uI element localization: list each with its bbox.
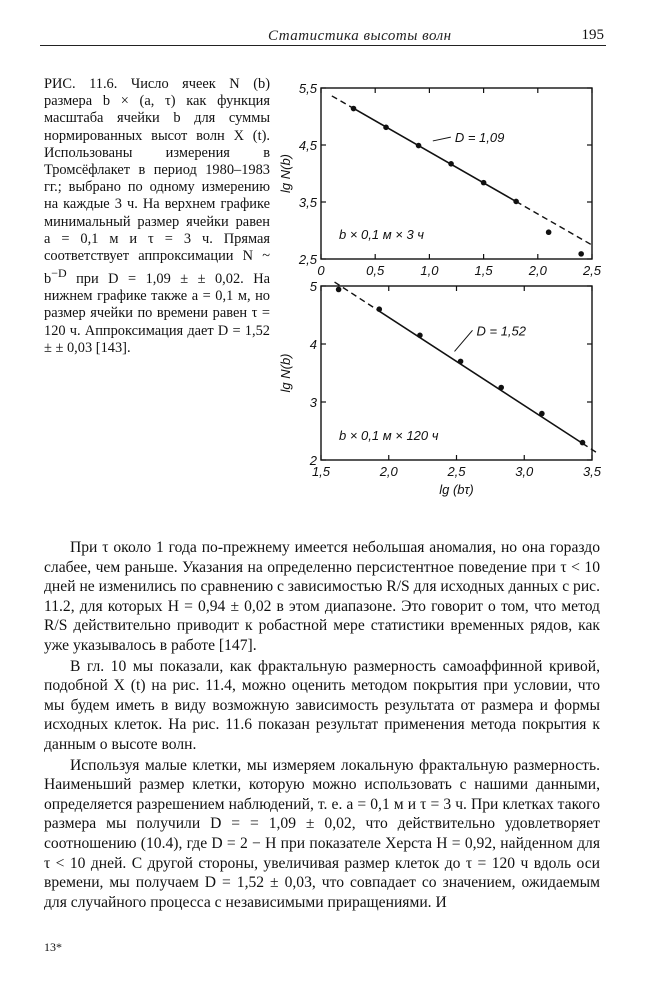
panel-2-y-tick-label: 5	[309, 279, 317, 294]
panel-2-y-axis-label: lg N(b)	[278, 353, 293, 393]
panel-1-x-tick-label: 0	[317, 263, 325, 278]
figure-svg	[280, 76, 610, 500]
panel-2-data-point	[498, 385, 504, 391]
panel-2-x-tick-label: 2,5	[447, 464, 466, 479]
panel-2-y-tick-label: 3	[309, 395, 317, 410]
figure-11-6	[280, 76, 610, 500]
panel-2-annotation: D = 1,52	[476, 323, 527, 339]
panel-1-y-tick-label: 5,5	[298, 81, 317, 96]
panel-1-annotation: D = 1,09	[454, 130, 505, 146]
panel-2-data-point	[376, 306, 382, 312]
panel-1-x-tick-label: 2,5	[582, 263, 602, 278]
caption-exponent: −D	[51, 266, 67, 281]
paragraph-2: В гл. 10 мы показали, как фрактальную размерность самоаффинной кривой, подобной X (t) на рис. 11.4, можно оценить методом покрытия при условии, что мы будем иметь в виду возможную зависимость результата от размера и формы исходных клеток. На рис. 11.6 показан результат применения метода покрытия к данным о высоте волн.	[44, 657, 600, 753]
panel-1-fit-line	[354, 108, 517, 201]
panel-2-x-tick-label: 3,0	[515, 464, 534, 479]
panel-2-x-axis-label: lg (bτ)	[439, 482, 474, 497]
panel-2-fit-line-dashed	[583, 443, 599, 454]
panel-1-data-point	[578, 251, 584, 257]
panel-1-data-point	[546, 229, 552, 235]
panel-2-x-tick-label: 1,5	[311, 464, 331, 479]
page-number: 195	[581, 27, 604, 43]
running-header-title: Статистика высоты волн	[268, 28, 452, 44]
signature-mark: 13*	[44, 940, 62, 954]
caption-text	[44, 76, 270, 357]
caption-part-1: РИС. 11.6. Число ячеек N (b) размера b × (a, τ) как функция масштаба ячейки b для суммы нормированных высот волн X (t). Использованы измерения в Тромсёфлакет в период 1980–1983 гг.; выбрано по одному измерению на каждые 3 ч. На верхнем графике минимальный размер ячейки равен a = 0,1 м и τ = 3 ч. Прямая соответствует аппроксимации N ~ b	[44, 76, 270, 288]
panel-1-fit-line-dashed	[516, 202, 592, 245]
body-text	[44, 538, 600, 912]
panel-1-x-tick-label: 0,5	[366, 263, 385, 278]
panel-2-data-point	[417, 333, 423, 339]
panel-1-y-axis-label: lg N(b)	[278, 153, 293, 194]
panel-1-x-tick-label: 2,0	[528, 263, 547, 278]
panel-1-data-point	[351, 106, 357, 112]
panel-1-x-tick-label: 1,5	[474, 263, 493, 278]
panel-1-y-tick-label: 4,5	[298, 138, 317, 153]
paragraph-3: Используя малые клетки, мы измеряем локальную фрактальную размерность. Наименьший размер клетки, которую можно использовать с нашими данными, определяется разрешением наблюдений, т. е. a = 0,1 м и τ = 3 ч. При клетках такого размера мы получили D = = 1,09 ± 0,02, что действительно удовлетворяет соотношению (10.4), где D = 2 − H при показателе Херста H = 0,92, найденном для τ < 10 дней. С другой стороны, увеличивая размер клеток до τ = 120 ч вдоль оси времени, мы получаем D = 1,52 ± 0,03, что совпадает со значением, ожидаемым для случайного процесса с независимыми приращениями. И	[44, 756, 600, 911]
panel-1-data-point	[383, 125, 389, 131]
panel-2-data-point	[336, 287, 342, 293]
panel-1-data-point	[448, 161, 454, 167]
paragraph-1: При τ около 1 года по-прежнему имеется небольшая аномалия, но она гораздо слабее, чем раньше. Указания на определенно персистентное поведение при τ < 10 дней не изменились по сравнению с зависимостью R/S для исходных данных с рис. 11.2, для которых H = 0,94 ± 0,02 в этом диапазоне. Это говорит о том, что метод R/S действительно приводит к робастной мере статистики временных рядов, как уже указывалось в работе [147].	[44, 539, 600, 654]
panel-1-data-point	[481, 180, 487, 186]
figure-caption	[44, 76, 270, 357]
panel-1-data-point	[416, 143, 422, 149]
panel-2-x-tick-label: 2,0	[379, 464, 398, 479]
panel-1-y-tick-label: 3,5	[298, 195, 317, 210]
panel-1-cell-size-note: b × 0,1 м × 3 ч	[339, 227, 425, 242]
panel-2-annotation-leader	[455, 330, 473, 351]
panel-1-data-point	[513, 199, 519, 205]
panel-1-y-tick-label: 2,5	[298, 252, 317, 267]
panel-1-x-tick-label: 1,0	[420, 263, 439, 278]
panel-2-cell-size-note: b × 0,1 м × 120 ч	[339, 428, 439, 443]
panel-2-y-tick-label: 4	[309, 337, 317, 352]
panel-2-data-point	[580, 440, 586, 446]
panel-1-annotation-leader	[433, 137, 451, 141]
header-rule	[40, 45, 606, 46]
panel-2-y-tick-label: 2	[309, 453, 317, 468]
running-header	[40, 26, 606, 46]
caption-part-2: при D = 1,09 ± ± 0,02. На нижнем графике также a = 0,1 м, но размер ячейки по времени равен τ = 120 ч. Аппроксимация дает D = 1,52 ± ± 0,03 [143].	[44, 271, 270, 356]
panel-2-data-point	[458, 359, 464, 365]
panel-1-fit-line-dashed	[332, 96, 354, 108]
panel-2-x-tick-label: 3,5	[582, 464, 602, 479]
panel-2-data-point	[539, 411, 545, 417]
